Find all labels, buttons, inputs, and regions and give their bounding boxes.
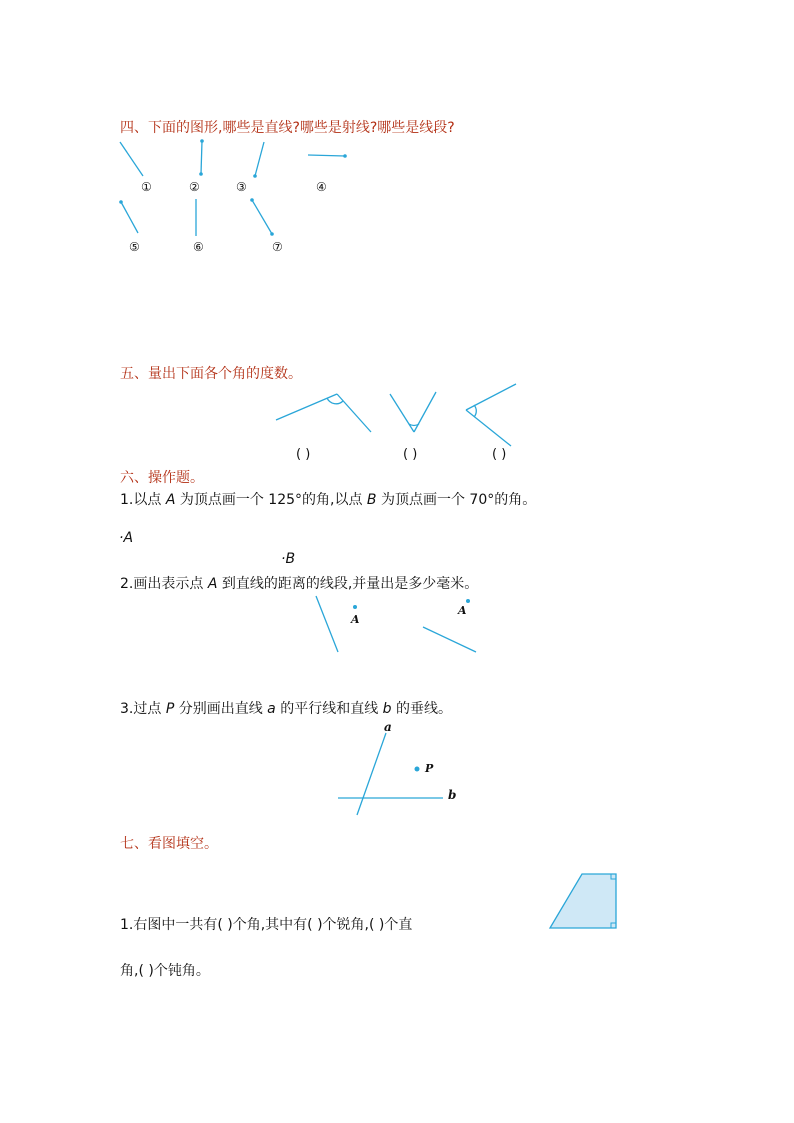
q2-prefix: 2.画出表示点 (120, 576, 208, 592)
angle3-side (466, 410, 511, 446)
figure-3-ray (255, 142, 264, 176)
q2-suffix: 到直线的距离的线段,并量出是多少毫米。 (217, 576, 479, 592)
question-6-1 (120, 489, 536, 509)
section4-title: 四、下面的图形,哪些是直线?哪些是射线?哪些是线段? (120, 120, 455, 136)
question-7-1-line1: 1.右图中一共有( )个角,其中有( )个锐角,( )个直 (120, 917, 413, 933)
figure-7-segment (252, 200, 272, 234)
figure-label-1: ① (141, 180, 152, 194)
q3-point-p (415, 767, 420, 772)
figure-2-endpoint (199, 172, 203, 176)
q1-point-a: A (165, 492, 176, 508)
section6-title: 六、操作题。 (120, 470, 204, 486)
figure-7-endpoint (250, 198, 254, 202)
q2-line-2 (423, 627, 476, 652)
point-a-label: ·A (119, 530, 134, 546)
q2-line-1 (316, 596, 338, 652)
q3-line-b-name: b (382, 701, 392, 717)
q2-point: A (207, 576, 218, 592)
figure-7-endpoint (270, 232, 274, 236)
angle3-side (466, 384, 516, 410)
figure-2-ray (201, 141, 202, 174)
figure-label-6: ⑥ (193, 240, 204, 254)
q1-mid2: 为顶点画一个 70°的角。 (376, 492, 537, 508)
q3-mid1: 分别画出直线 (174, 701, 268, 717)
figure-label-3: ③ (236, 180, 247, 194)
figure-label-7: ⑦ (272, 240, 283, 254)
section5-title: 五、量出下面各个角的度数。 (120, 366, 302, 382)
q1-point-b: B (366, 492, 377, 508)
q3-label-a: a (384, 720, 392, 734)
figure-2-endpoint (200, 139, 204, 143)
answer-blank-1[interactable]: ( ) (296, 447, 311, 462)
figure-3-endpoint (253, 174, 257, 178)
point-b-label: ·B (281, 551, 296, 567)
q3-point: P (165, 701, 175, 717)
q3-label-p: P (425, 762, 434, 775)
q2-point-a1 (353, 605, 357, 609)
angle2-side (414, 392, 436, 432)
trapezoid-figure (550, 874, 616, 928)
angle2-side (390, 394, 414, 432)
q2-label-a1: A (351, 613, 360, 626)
q3-prefix: 3.过点 (120, 701, 166, 717)
question-6-3 (120, 698, 452, 718)
figure-label-5: ⑤ (129, 240, 140, 254)
figure-label-2: ② (189, 180, 200, 194)
figure-4-ray (308, 155, 345, 156)
answer-blank-3[interactable]: ( ) (492, 447, 507, 462)
q3-mid2: 的平行线和直线 (275, 701, 383, 717)
q3-suffix: 的垂线。 (391, 701, 453, 717)
figure-5-ray (121, 202, 138, 233)
q2-point-a2 (466, 599, 470, 603)
question-6-2 (120, 573, 478, 593)
q3-label-b: b (448, 788, 457, 802)
section7-title: 七、看图填空。 (120, 836, 218, 852)
q3-line-a-name: a (267, 701, 276, 717)
angle1-side (337, 394, 371, 432)
figure-5-endpoint (119, 200, 123, 204)
q1-mid1: 为顶点画一个 125°的角,以点 (175, 492, 367, 508)
angle1-side (276, 394, 337, 420)
figure-1-line (120, 142, 143, 176)
angle2-arc (409, 424, 419, 426)
answer-blank-2[interactable]: ( ) (403, 447, 418, 462)
figure-4-endpoint (343, 154, 347, 158)
question-7-1-line2: 角,( )个钝角。 (120, 963, 210, 979)
q2-label-a2: A (458, 604, 467, 617)
q1-prefix: 1.以点 (120, 492, 166, 508)
q3-line-a (357, 733, 386, 815)
figure-label-4: ④ (316, 180, 327, 194)
angle3-arc (474, 405, 476, 417)
